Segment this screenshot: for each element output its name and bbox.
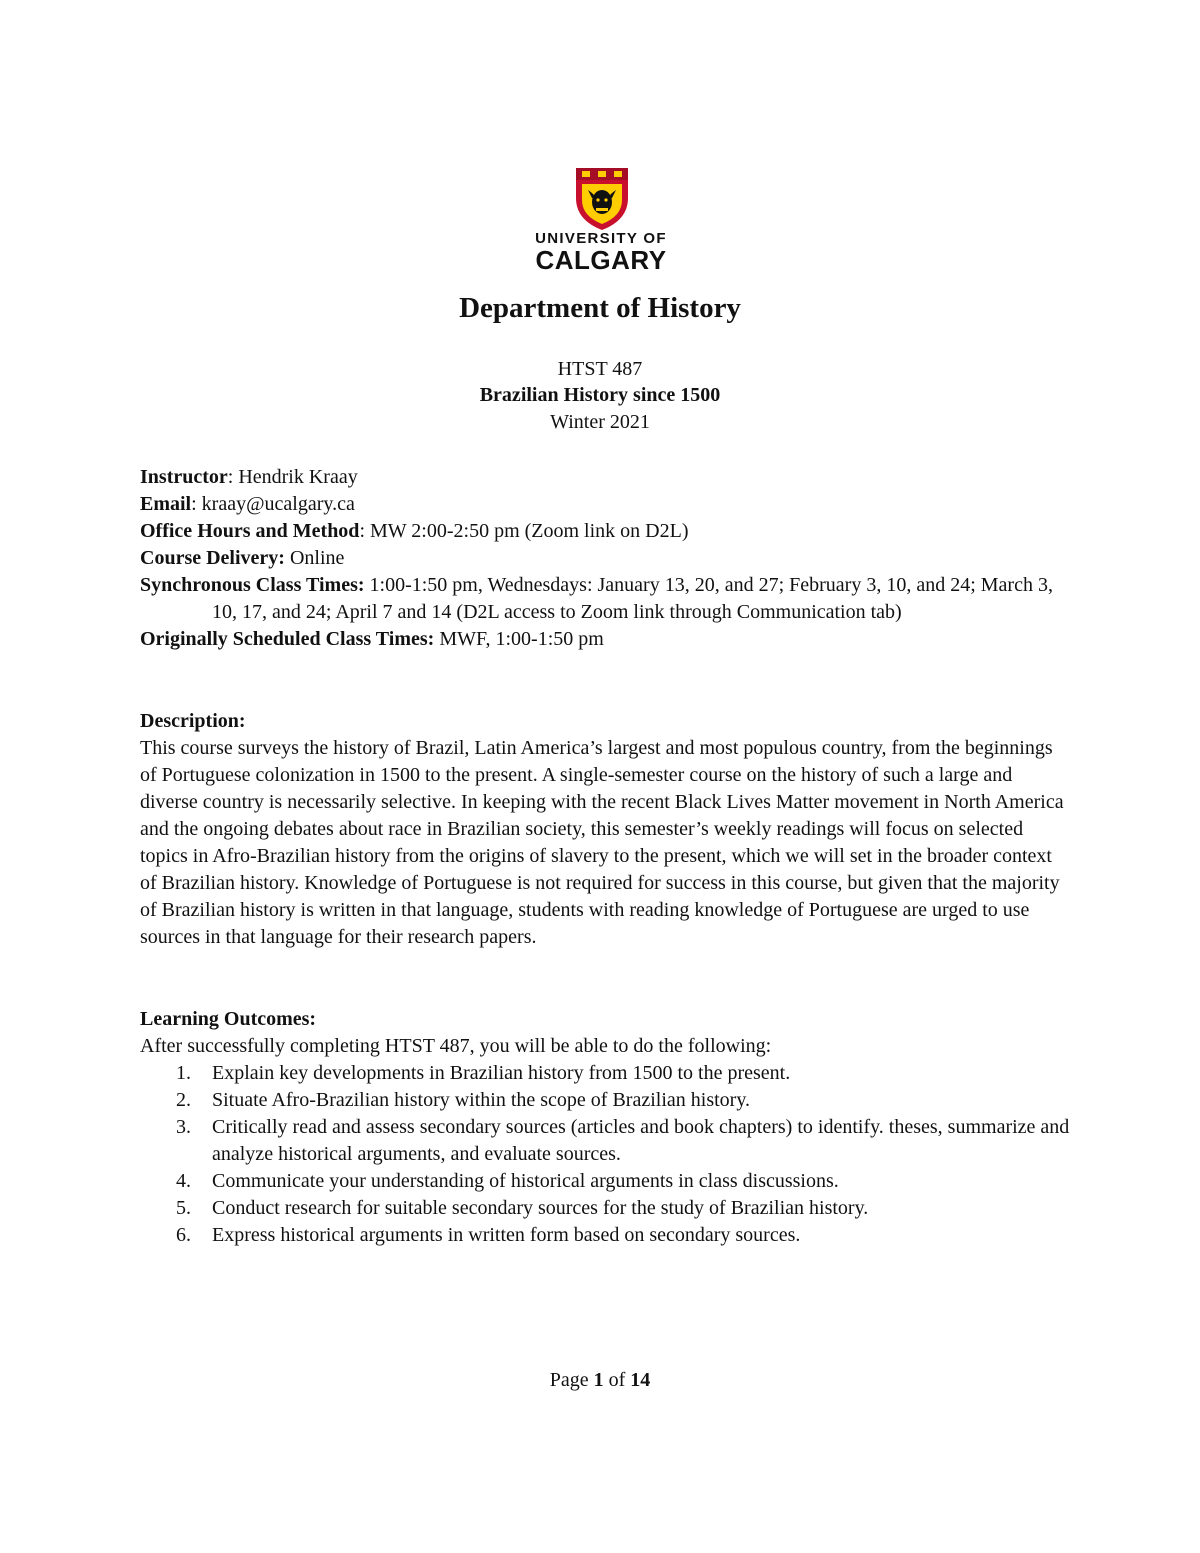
description-section	[140, 708, 1070, 951]
outcomes-list	[140, 1060, 1070, 1249]
email-label: Email	[140, 493, 192, 515]
list-item-number: 4.	[176, 1170, 191, 1192]
page-total: 14	[630, 1369, 651, 1391]
sync-times-row	[140, 572, 1070, 626]
instructor-value: : Hendrik Kraay	[227, 466, 358, 488]
list-item-text: Express historical arguments in written form based on secondary sources.	[212, 1224, 801, 1246]
list-item	[140, 1195, 1070, 1222]
instructor-row	[140, 464, 1070, 491]
delivery-label: Course Delivery:	[140, 547, 285, 569]
original-times-row	[140, 626, 1070, 653]
logo-wordmark-bottom: CALGARY	[535, 245, 667, 275]
page-number: 1	[593, 1369, 604, 1391]
department-title: Department of History	[459, 292, 741, 324]
description-heading: Description:	[140, 710, 246, 732]
of-word: of	[603, 1369, 631, 1391]
list-item-number: 5.	[176, 1197, 191, 1219]
list-item	[140, 1168, 1070, 1195]
outcomes-intro: After successfully completing HTST 487, you will be able to do the following:	[140, 1035, 772, 1057]
course-info	[140, 464, 1070, 653]
list-item	[140, 1222, 1070, 1249]
delivery-value: Online	[284, 547, 345, 569]
list-item-text: Explain key developments in Brazilian history from 1500 to the present.	[212, 1062, 791, 1084]
list-item-text: Situate Afro-Brazilian history within the scope of Brazilian history.	[212, 1089, 751, 1111]
logo-wordmark-top: UNIVERSITY OF	[535, 230, 667, 247]
list-item-number: 6.	[176, 1224, 191, 1246]
list-item-text: Conduct research for suitable secondary sources for the study of Brazilian history.	[212, 1197, 869, 1219]
list-item-text: Critically read and assess secondary sources (articles and book chapters) to identify. theses, summarize and analyze historical arguments, and evaluate sources.	[212, 1116, 1070, 1165]
list-item-number: 1.	[176, 1062, 191, 1084]
learning-outcomes-section	[140, 1006, 1070, 1249]
course-code: HTST 487	[557, 358, 643, 380]
list-item	[140, 1114, 1070, 1168]
description-text: This course surveys the history of Brazil, Latin America’s largest and most populous country, from the beginnings of Portuguese colonization in 1500 to the present. A single-semester course on the history of such a large and diverse country is necessarily selective. In keeping with the recent Black Lives Matter movement in North America and the ongoing debates about race in Brazilian society, this semester’s weekly readings will focus on selected topics in Afro-Brazilian history from the origins of slavery to the present, which we will set in the broader context of Brazilian history. Knowledge of Portuguese is not required for success in this course, but given that the majority of Brazilian history is written in that language, students with reading knowledge of Portuguese are urged to use sources in that language for their research papers.	[140, 737, 1064, 948]
list-item-number: 3.	[176, 1116, 191, 1138]
list-item-number: 2.	[176, 1089, 191, 1111]
office-hours-label: Office Hours and Method	[140, 520, 360, 542]
university-logo	[526, 160, 676, 275]
crest-icon	[574, 164, 630, 232]
outcomes-heading: Learning Outcomes:	[140, 1008, 317, 1030]
delivery-row	[140, 545, 1070, 572]
email-value: : kraay@ucalgary.ca	[191, 493, 355, 515]
page-word: Page	[549, 1369, 594, 1391]
list-item-text: Communicate your understanding of historical arguments in class discussions.	[212, 1170, 839, 1192]
page-footer	[0, 1369, 1200, 1392]
sync-times-value: 1:00-1:50 pm, Wednesdays: January 13, 20, and 27; February 3, 10, and 24; March 3, 10, 17, and 24; April 7 and 14 (D2L access to Zoom link through Communication tab)	[212, 574, 1053, 623]
email-row	[140, 491, 1070, 518]
list-item	[140, 1060, 1070, 1087]
office-hours-value: : MW 2:00-2:50 pm (Zoom link on D2L)	[359, 520, 689, 542]
instructor-label: Instructor	[140, 466, 228, 488]
list-item	[140, 1087, 1070, 1114]
course-term: Winter 2021	[550, 411, 650, 433]
original-times-value: MWF, 1:00-1:50 pm	[434, 628, 604, 650]
original-times-label: Originally Scheduled Class Times:	[140, 628, 435, 650]
sync-times-label: Synchronous Class Times:	[140, 574, 365, 596]
office-hours-row	[140, 518, 1070, 545]
course-title: Brazilian History since 1500	[479, 384, 721, 406]
